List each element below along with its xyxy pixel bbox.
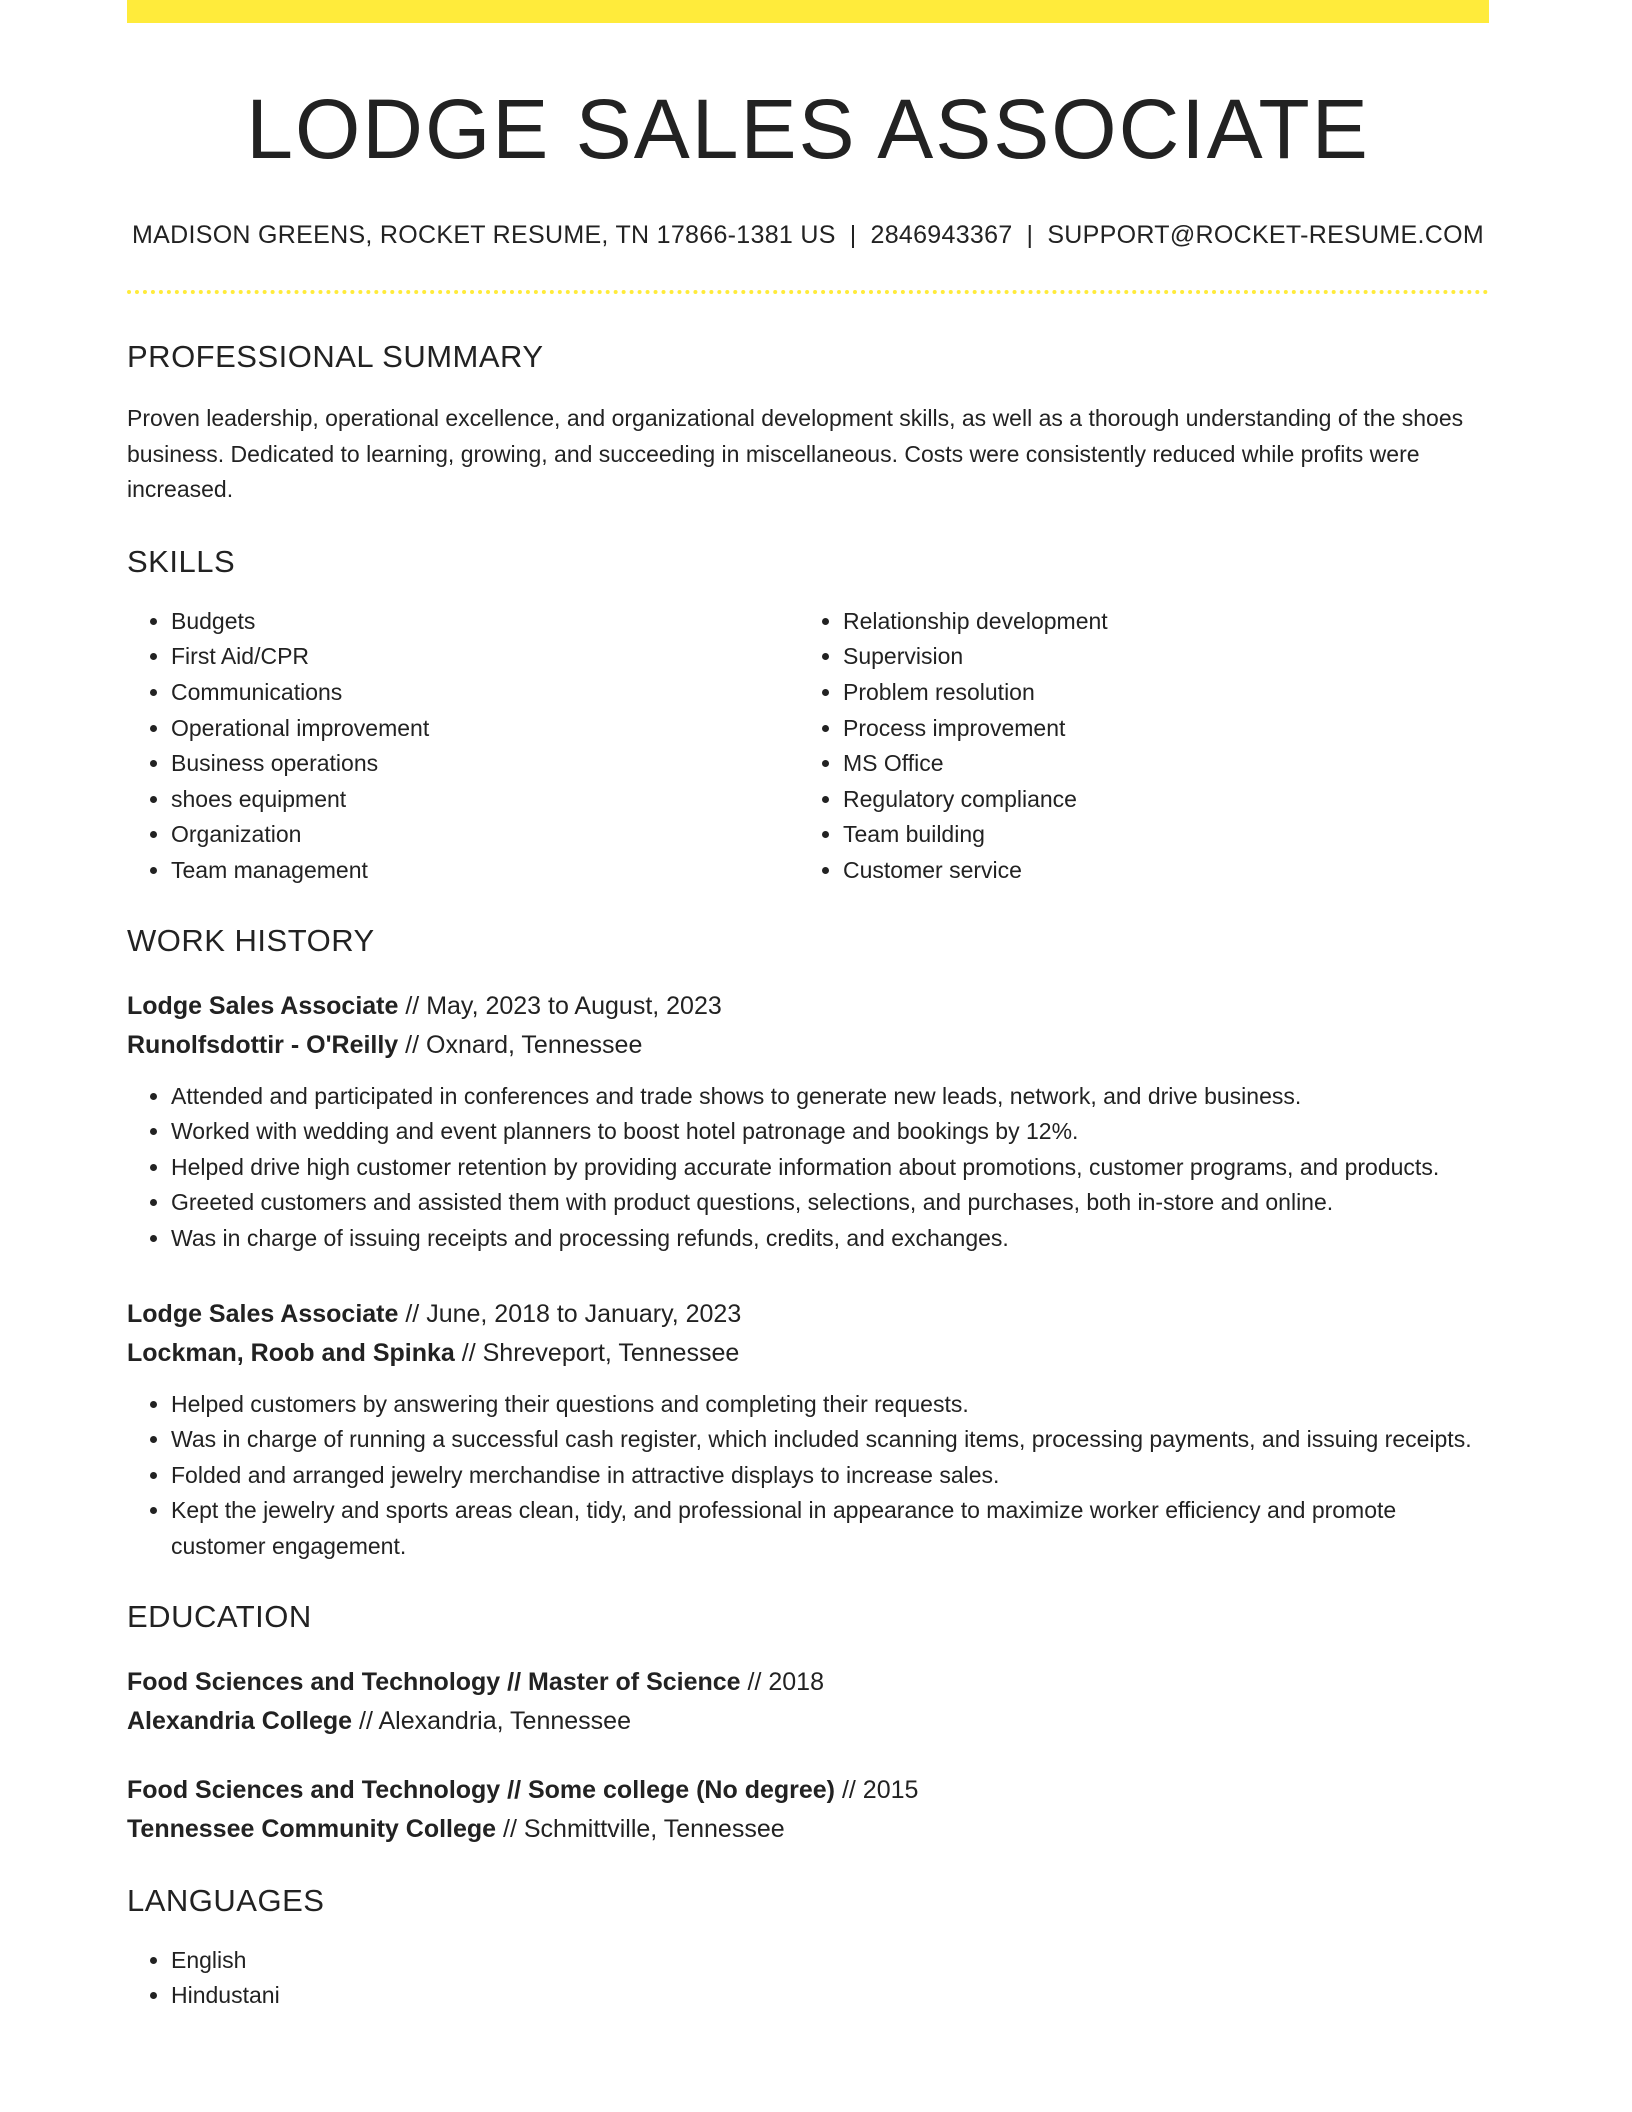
- skill-item: • Problem resolution: [843, 675, 1471, 711]
- education-school-line: [127, 1810, 1489, 1849]
- contact-separator: |: [849, 221, 857, 250]
- job-bullet: • Attended and participated in conferences and trade shows to generate new leads, network, and drive business.: [171, 1079, 1489, 1115]
- education-location: // Schmittville, Tennessee: [496, 1814, 785, 1843]
- job-location: // Shreveport, Tennessee: [454, 1338, 740, 1367]
- job-company-line: [127, 1026, 1489, 1065]
- skill-item: • Customer service: [843, 853, 1471, 889]
- job-bullet: • Worked with wedding and event planners to boost hotel patronage and bookings by 12%.: [171, 1114, 1489, 1150]
- job-bullets: [127, 1079, 1489, 1257]
- dotted-divider: [127, 290, 1489, 294]
- skills-columns: [127, 604, 1489, 889]
- language-item: • Hindustani: [171, 1978, 1489, 2014]
- skill-item: • Business operations: [171, 746, 799, 782]
- job-bullet: • Kept the jewelry and sports areas clean, tidy, and professional in appearance to maximize worker efficiency and promote customer engagement.: [171, 1493, 1489, 1564]
- education-location: // Alexandria, Tennessee: [352, 1706, 631, 1735]
- skill-item: • Supervision: [843, 639, 1471, 675]
- skill-item: • First Aid/CPR: [171, 639, 799, 675]
- education-school: Alexandria College: [127, 1706, 353, 1735]
- education-school: Tennessee Community College: [127, 1814, 497, 1843]
- job-company: Lockman, Roob and Spinka: [127, 1338, 455, 1367]
- job-title-line: [127, 1295, 1489, 1334]
- contact-line: [127, 221, 1489, 250]
- skill-item: • Communications: [171, 675, 799, 711]
- job-company-line: [127, 1334, 1489, 1373]
- summary-heading: PROFESSIONAL SUMMARY: [127, 339, 544, 375]
- work-history-heading: WORK HISTORY: [127, 922, 375, 958]
- job-role: Lodge Sales Associate: [127, 1299, 399, 1328]
- language-item: • English: [171, 1943, 1489, 1979]
- skill-item: • Team management: [171, 853, 799, 889]
- job-role: Lodge Sales Associate: [127, 991, 399, 1020]
- education-year: // 2018: [740, 1667, 824, 1696]
- accent-top-bar: [127, 0, 1489, 23]
- job-title-line: [127, 987, 1489, 1026]
- skill-item: • Process improvement: [843, 711, 1471, 747]
- job-bullet: • Helped customers by answering their questions and completing their requests.: [171, 1387, 1489, 1423]
- education-degree-line: [127, 1771, 1489, 1810]
- languages-list: [127, 1943, 1489, 2014]
- job-entry: [127, 987, 1489, 1257]
- job-company: Runolfsdottir - O'Reilly: [127, 1030, 399, 1059]
- education-degree: Food Sciences and Technology // Some college (No degree): [127, 1775, 836, 1804]
- education-entry: [127, 1771, 1489, 1849]
- skills-heading: SKILLS: [127, 543, 236, 579]
- skill-item: • Organization: [171, 817, 799, 853]
- job-entry: [127, 1295, 1489, 1565]
- skill-item: • Operational improvement: [171, 711, 799, 747]
- languages-heading: LANGUAGES: [127, 1882, 325, 1918]
- contact-address: MADISON GREENS, ROCKET RESUME, TN 17866-1381 US: [132, 221, 836, 250]
- resume-content: [127, 23, 1489, 2014]
- education-year: // 2015: [835, 1775, 919, 1804]
- contact-separator: |: [1026, 221, 1034, 250]
- education-heading: EDUCATION: [127, 1598, 312, 1634]
- contact-phone: 2846943367: [870, 221, 1013, 250]
- education-degree: Food Sciences and Technology // Master of Science: [127, 1667, 741, 1696]
- resume-name: LODGE SALES ASSOCIATE: [246, 82, 1370, 176]
- job-dates: // June, 2018 to January, 2023: [398, 1299, 742, 1328]
- job-location: // Oxnard, Tennessee: [398, 1030, 643, 1059]
- skill-item: • Team building: [843, 817, 1471, 853]
- skill-item: • shoes equipment: [171, 782, 799, 818]
- job-bullet: • Greeted customers and assisted them with product questions, selections, and purchases, both in-store and online.: [171, 1185, 1489, 1221]
- skill-item: • MS Office: [843, 746, 1471, 782]
- education-school-line: [127, 1702, 1489, 1741]
- summary-text: Proven leadership, operational excellence, and organizational development skills, as well as a thorough understanding of the shoes business. Dedicated to learning, growing, and succeeding in miscellaneous. Costs were consistently reduced while profits were increased.: [127, 405, 1464, 503]
- job-bullet: • Was in charge of running a successful cash register, which included scanning items, processing payments, and issuing receipts.: [171, 1422, 1489, 1458]
- contact-email: SUPPORT@ROCKET-RESUME.COM: [1047, 221, 1484, 250]
- job-bullets: [127, 1387, 1489, 1565]
- education-degree-line: [127, 1663, 1489, 1702]
- skill-item: • Relationship development: [843, 604, 1471, 640]
- skills-list-left: [127, 604, 799, 889]
- job-dates: // May, 2023 to August, 2023: [398, 991, 722, 1020]
- job-bullet: • Helped drive high customer retention by providing accurate information about promotions, customer programs, and products.: [171, 1150, 1489, 1186]
- job-bullet: • Was in charge of issuing receipts and processing refunds, credits, and exchanges.: [171, 1221, 1489, 1257]
- education-entry: [127, 1663, 1489, 1741]
- job-bullet: • Folded and arranged jewelry merchandise in attractive displays to increase sales.: [171, 1458, 1489, 1494]
- skill-item: • Regulatory compliance: [843, 782, 1471, 818]
- skill-item: • Budgets: [171, 604, 799, 640]
- skills-list-right: [799, 604, 1471, 889]
